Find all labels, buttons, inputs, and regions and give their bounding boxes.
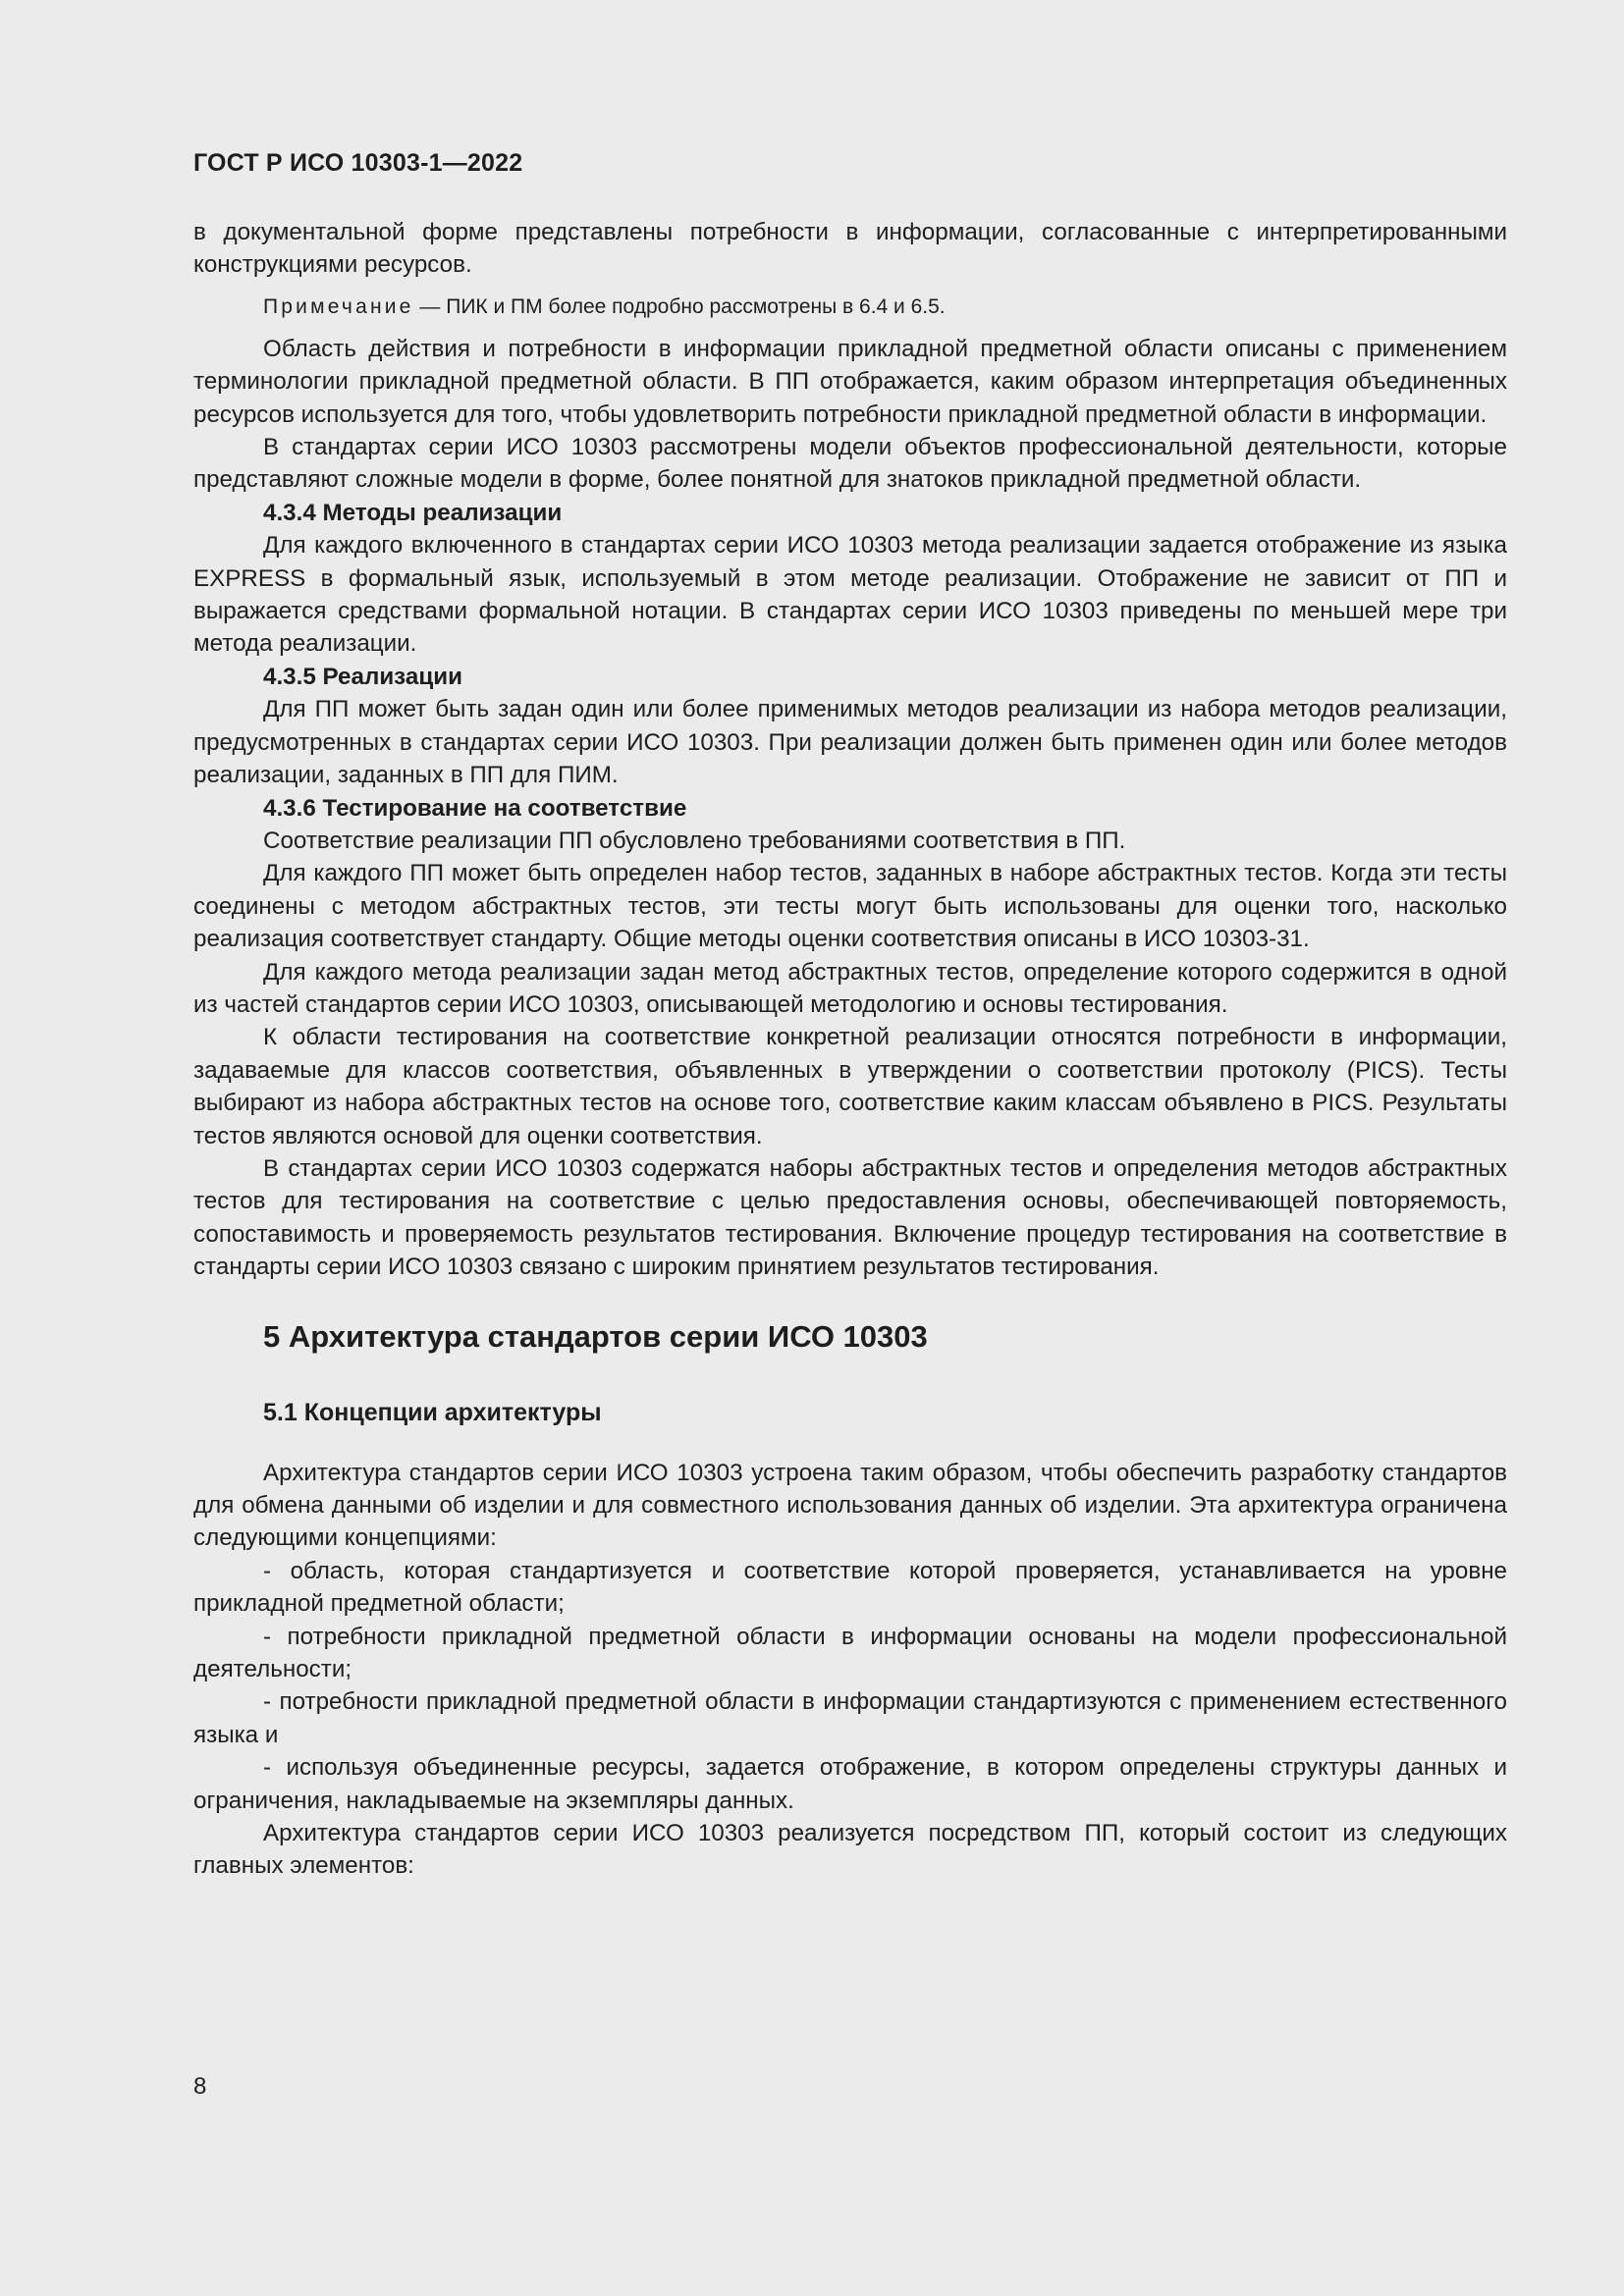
- list-item: - потребности прикладной предметной области в информации стандартизуются с применением естественного языка и: [193, 1688, 1507, 1748]
- subsection-4-3-4-title: 4.3.4 Методы реализации: [263, 499, 563, 526]
- list-item: - потребности прикладной предметной области в информации основаны на модели профессиональной деятельности;: [193, 1623, 1507, 1683]
- note-text: — ПИК и ПМ более подробно рассмотрены в 6.4 и 6.5.: [413, 294, 946, 318]
- paragraph-scope: Область действия и потребности в информации прикладной предметной области описаны с применением терминологии прикладной предметной области. В ПП отображается, каким образом интерпретация объединенных ресурсов используется для того, чтобы удовлетворить потребности прикладной предметной области в информации.: [193, 335, 1507, 428]
- paragraph-models: В стандартах серии ИСО 10303 рассмотрены модели объектов профессиональной деятельности, которые представляют сложные модели в форме, более понятной для знатоков прикладной предметной области.: [193, 434, 1507, 494]
- note-label: Примечание: [263, 294, 414, 318]
- paragraph-implementations: Для ПП может быть задан один или более применимых методов реализации из набора методов реализации, предусмотренных в стандартах серии ИСО 10303. При реализации должен быть применен один или более методов реализации, заданных в ПП для ПИМ.: [193, 696, 1507, 789]
- list-item: - используя объединенные ресурсы, задается отображение, в котором определены структуры данных и ограничения, накладываемые на экземпляры данных.: [193, 1754, 1507, 1814]
- paragraph-test-set: Для каждого ПП может быть определен набор тестов, заданных в наборе абстрактных тестов. Когда эти тесты соединены с методом абстрактных тестов, эти тесты могут быть использованы для оценки того, насколько реализация соответствует стандарту. Общие методы оценки соответствия описаны в ИСО 10303-31.: [193, 860, 1507, 953]
- section-5-title: 5 Архитектура стандартов серии ИСО 10303: [263, 1318, 928, 1354]
- document-header: ГОСТ Р ИСО 10303-1—2022: [193, 149, 523, 177]
- subsection-4-3-6-title: 4.3.6 Тестирование на соответствие: [263, 794, 687, 822]
- intro-paragraph: в документальной форме представлены потребности в информации, согласованные с интерпретированными конструкциями ресурсов.: [193, 219, 1507, 279]
- note: [193, 293, 1507, 322]
- paragraph-test-scope: К области тестирования на соответствие конкретной реализации относятся потребности в информации, задаваемые для классов соответствия, объявленных в утверждении о соответствии протоколу (PICS). Тесты выбирают из набора абстрактных тестов на основе того, соответствие каким классам объявлено в PICS. Результаты тестов являются основой для оценки соответствия.: [193, 1024, 1507, 1149]
- paragraph-test-suites: В стандартах серии ИСО 10303 содержатся наборы абстрактных тестов и определения методов абстрактных тестов для тестирования на соответствие с целью предоставления основы, обеспечивающей повторяемость, сопоставимость и проверяемость результатов тестирования. Включение процедур тестирования на соответствие в стандарты серии ИСО 10303 связано с широким принятием результатов тестирования.: [193, 1154, 1507, 1281]
- paragraph-architecture-elements: Архитектура стандартов серии ИСО 10303 реализуется посредством ПП, который состоит из следующих главных элементов:: [193, 1820, 1507, 1880]
- paragraph-test-method: Для каждого метода реализации задан метод абстрактных тестов, определение которого содержится в одной из частей стандартов серии ИСО 10303, описывающей методологию и основы тестирования.: [193, 958, 1507, 1018]
- list-item: - область, которая стандартизуется и соответствие которой проверяется, устанавливается на уровне прикладной предметной области;: [193, 1557, 1507, 1618]
- document-page: [193, 147, 1507, 1883]
- subsection-4-3-5-title: 4.3.5 Реализации: [263, 663, 462, 690]
- paragraph-architecture: Архитектура стандартов серии ИСО 10303 устроена таким образом, чтобы обеспечить разработку стандартов для обмена данными об изделии и для совместного использования данных об изделии. Эта архитектура ограничена следующими концепциями:: [193, 1459, 1507, 1552]
- paragraph-implementation-methods: Для каждого включенного в стандартах серии ИСО 10303 метода реализации задается отображение из языка EXPRESS в формальный язык, используемый в этом методе реализации. Отображение не зависит от ПП и выражается средствами формальной нотации. В стандартах серии ИСО 10303 приведены по меньшей мере три метода реализации.: [193, 532, 1507, 658]
- paragraph-conformance: Соответствие реализации ПП обусловлено требованиями соответствия в ПП.: [263, 827, 1126, 854]
- section-5-1-title: 5.1 Концепции архитектуры: [263, 1398, 602, 1426]
- page-number: 8: [193, 2073, 207, 2100]
